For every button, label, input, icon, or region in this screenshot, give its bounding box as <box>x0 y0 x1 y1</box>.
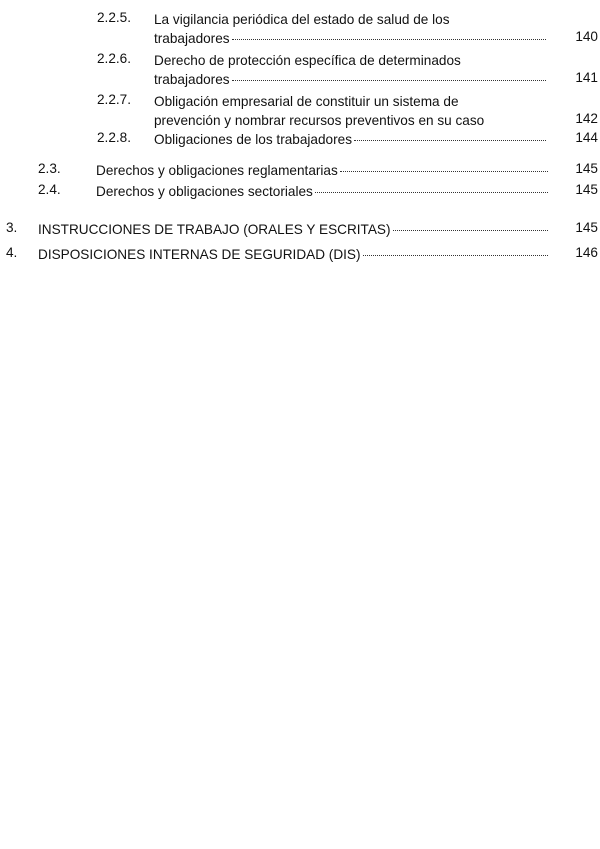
toc-entry-title <box>154 51 546 89</box>
toc-entry-title-line-leader: Derechos y obligaciones reglamentarias <box>96 161 548 180</box>
toc-entry-number: 2.3. <box>38 161 61 176</box>
toc-entry-page: 145 <box>575 220 598 235</box>
toc-entry-title-line-leader: trabajadores <box>154 29 546 48</box>
toc-entry-title <box>96 182 548 201</box>
toc-entry-number: 2.2.5. <box>97 10 132 25</box>
toc-entry-title-line-leader: INSTRUCCIONES DE TRABAJO (ORALES Y ESCRITAS) <box>38 220 548 239</box>
toc-entry-title <box>154 130 546 149</box>
toc-entry-number: 2.2.6. <box>97 51 132 66</box>
toc-entry-title <box>154 92 546 130</box>
toc-entry-title <box>38 220 548 239</box>
toc-entry-title <box>38 245 548 264</box>
toc-entry-title <box>154 10 546 48</box>
dot-leader <box>340 171 548 172</box>
toc-entry-page: 141 <box>575 70 598 85</box>
toc-entry-number: 4. <box>6 245 18 260</box>
toc-entry-title-line: prevención y nombrar recursos preventivos en su caso <box>154 113 485 128</box>
toc-entry-title-line: Obligación empresarial de constituir un sistema de <box>154 94 459 109</box>
toc-entry-number: 3. <box>6 220 18 235</box>
toc-entry-page: 142 <box>575 111 598 126</box>
toc-entry-page: 145 <box>575 161 598 176</box>
dot-leader <box>315 192 548 193</box>
toc-entry-title-line-leader: trabajadores <box>154 70 546 89</box>
toc-entry-number: 2.2.7. <box>97 92 132 107</box>
dot-leader <box>232 80 546 81</box>
dot-leader <box>393 230 548 231</box>
dot-leader <box>363 255 548 256</box>
toc-entry-title-line-leader: Derechos y obligaciones sectoriales <box>96 182 548 201</box>
toc-entry-title-line: Derecho de protección específica de determinados <box>154 53 461 68</box>
toc-entry-number: 2.4. <box>38 182 61 197</box>
toc-entry-page: 145 <box>575 182 598 197</box>
toc-entry-number: 2.2.8. <box>97 130 132 145</box>
toc-entry-title-line-leader: DISPOSICIONES INTERNAS DE SEGURIDAD (DIS) <box>38 245 548 264</box>
toc-entry-title-line: La vigilancia periódica del estado de salud de los <box>154 12 450 27</box>
toc-entry-page: 140 <box>575 29 598 44</box>
toc-entry-title <box>96 161 548 180</box>
dot-leader <box>232 39 546 40</box>
toc-entry-page: 144 <box>575 130 598 145</box>
toc-entry-title-line-leader: Obligaciones de los trabajadores <box>154 130 546 149</box>
dot-leader <box>354 140 546 141</box>
toc-entry-page: 146 <box>575 245 598 260</box>
